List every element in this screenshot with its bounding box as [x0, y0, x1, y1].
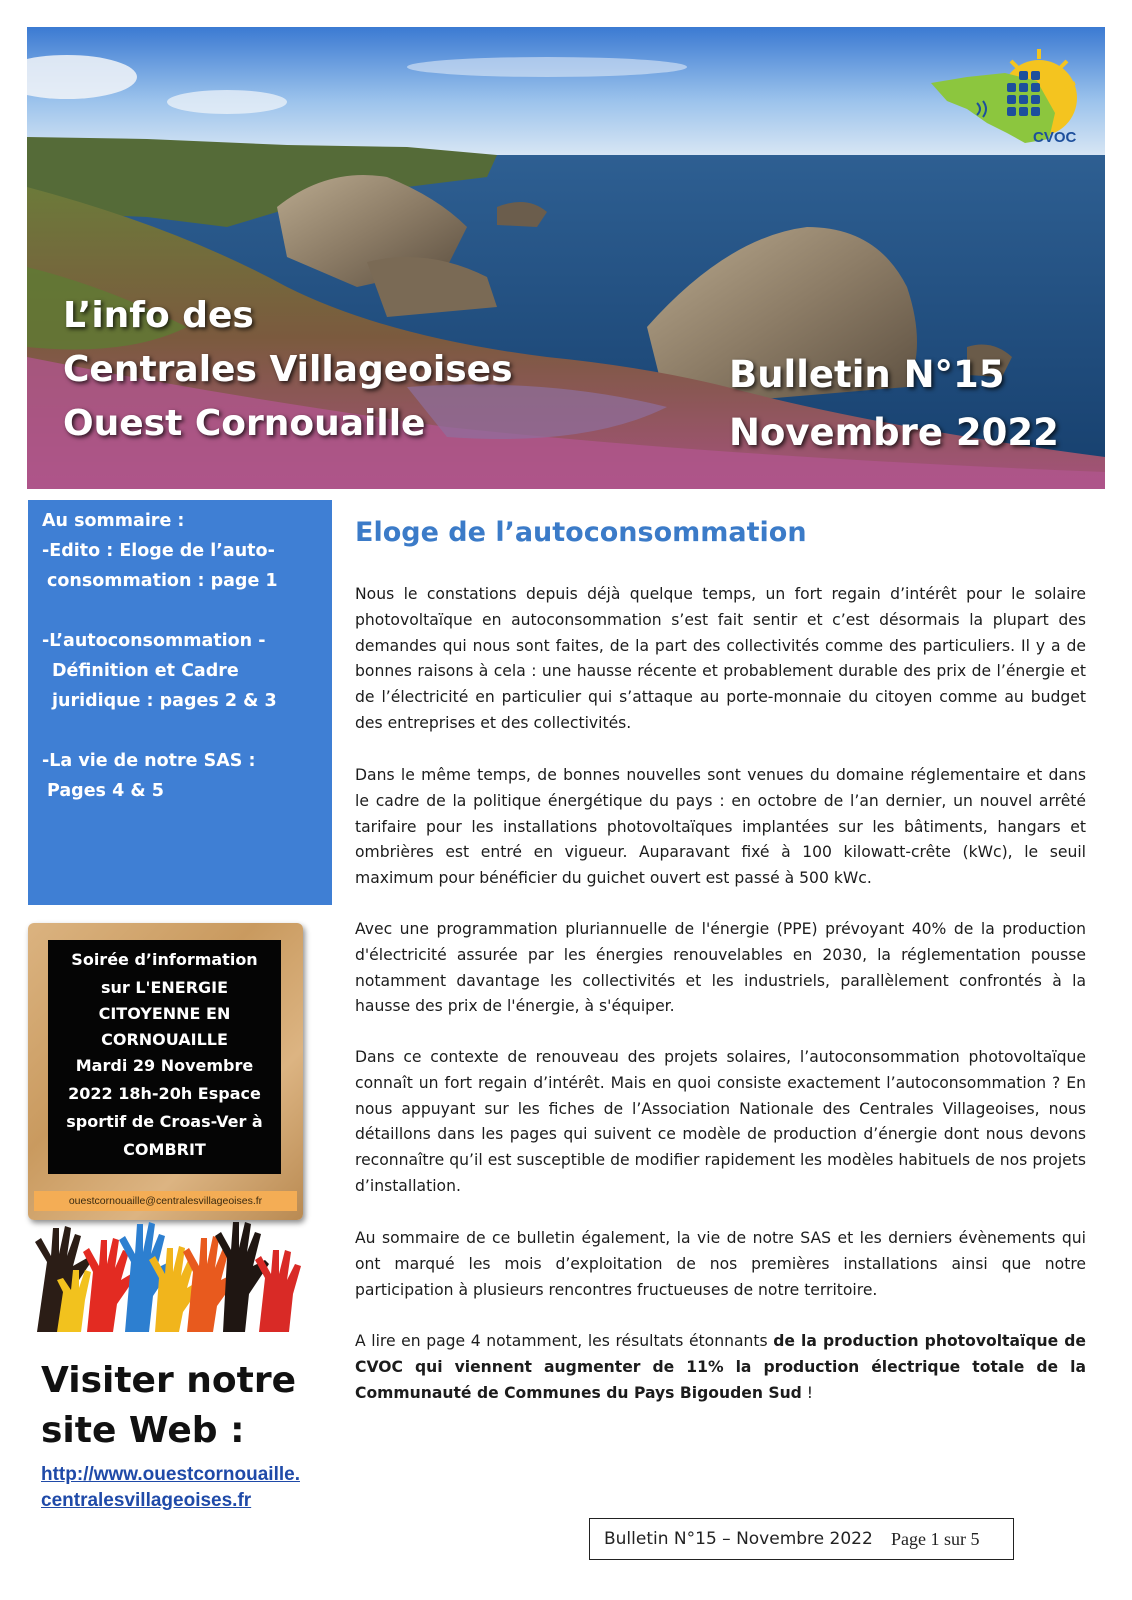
article-paragraph-highlight [355, 1329, 1086, 1406]
article-title: Eloge de l’autoconsommation [355, 517, 807, 548]
toc-line: Définition et Cadre [52, 661, 239, 681]
toc-line: consommation : page 1 [47, 571, 278, 591]
event-line: CITOYENNE EN [98, 1004, 231, 1023]
event-line: 2022 18h-20h Espace [68, 1084, 261, 1103]
event-chalkboard [28, 923, 303, 1220]
toc-heading: Au sommaire : [42, 511, 185, 531]
toc-line: Pages 4 & 5 [47, 781, 164, 801]
table-of-contents-box [28, 500, 332, 905]
visit-heading-line-1: Visiter notre [41, 1360, 296, 1401]
bulletin-date: Novembre 2022 [729, 411, 1059, 454]
website-link-continued[interactable]: centralesvillageoises.fr [41, 1490, 252, 1511]
footer-bulletin: Bulletin N°15 – Novembre 2022 [604, 1529, 873, 1549]
article-paragraph: Au sommaire de ce bulletin également, la vie de notre SAS et les derniers évènements qui ont marqué les mois d’exploitation de nos premières installations ainsi que notre participation à plusieurs rencontres fructueuses de notre territoire. [355, 1229, 1086, 1299]
event-line: Soirée d’information [71, 950, 258, 969]
visit-heading-line-2: site Web : [41, 1410, 245, 1451]
event-line: Mardi 29 Novembre [75, 1056, 254, 1075]
article-paragraph: Avec une programmation pluriannuelle de l'énergie (PPE) prévoyant 40% de la production d'électricité assurée par les énergies renouvelables en 2030, la réglementation pousse notamment davantage les collectivités et les industriels, parallèlement confrontés à la hausse des prix de l'énergie, à s'équiper. [355, 920, 1086, 1016]
event-email: ouestcornouaille@centralesvillageoises.fr [34, 1191, 297, 1211]
article-paragraph: Dans ce contexte de renouveau des projets solaires, l’autoconsommation photovoltaïque connaît un fort regain d’intérêt. Mais en quoi consiste exactement l’autoconsommation ? En nous appuyant sur les fiches de l’Association Nationale des Centrales Villageoises, nous détaillons dans les pages qui suivent ce modèle de production d’énergie dont nous devons reconnaître qu’il est susceptible de modifier rapidement les modèles habituels de nos projets d’installation. [355, 1048, 1086, 1195]
event-line: COMBRIT [123, 1140, 206, 1159]
highlight-lead: A lire en page 4 notamment, les résultats étonnants [355, 1332, 774, 1350]
event-line: CORNOUAILLE [101, 1030, 228, 1049]
raised-hands-illustration [27, 1222, 304, 1332]
banner-title-line-1: L’info des [63, 295, 254, 336]
event-line: sportif de Croas-Ver à [66, 1112, 263, 1131]
page-footer [589, 1518, 1014, 1560]
chalkboard-surface [48, 940, 281, 1174]
event-line: sur L'ENERGIE [100, 978, 229, 997]
banner-title-line-3: Ouest Cornouaille [63, 403, 426, 444]
article-paragraph: Dans le même temps, de bonnes nouvelles sont venues du domaine réglementaire et dans le cadre de la politique énergétique du pays : en octobre de l’an dernier, un nouvel arrêté tarifaire pour les installations photovoltaïques implantées sur les bâtiments, hangars et ombrières est entré en vigueur. Auparavant fixé à 100 kilowatt-crête (kWc), le seuil maximum pour bénéficier du guichet ouvert est passé à 500 kWc. [355, 766, 1086, 888]
bulletin-number: Bulletin N°15 [729, 353, 1005, 396]
logo-text: CVOC [1033, 129, 1077, 146]
toc-line: juridique : pages 2 & 3 [52, 691, 277, 711]
highlight-bold: de la production photovoltaïque de CVOC qui viennent augmenter de 11% la production électrique totale de la Communauté de Communes du Pays Bigouden Sud [355, 1332, 1087, 1402]
toc-line: -Edito : Eloge de l’auto- [42, 541, 275, 561]
footer-page-number: Page 1 sur 5 [891, 1529, 980, 1549]
toc-line: -La vie de notre SAS : [42, 751, 256, 771]
toc-line: -L’autoconsommation - [42, 631, 266, 651]
article-paragraph: Nous le constations depuis déjà quelque temps, un fort regain d’intérêt pour le solaire photovoltaïque en autoconsommation s’est fait sentir et c’est désormais la plupart des demandes qui nous sont faites, de la part des collectivités comme des particuliers. Il y a de bonnes raisons à cela : une hausse récente et probablement durable des prix de l’énergie et de l’électricité en particulier qui s’attaque au porte-monnaie du citoyen comme au budget des entreprises et des collectivités. [355, 585, 1086, 732]
cover-banner [27, 27, 1105, 489]
banner-title-line-2: Centrales Villageoises [63, 349, 513, 390]
website-link[interactable]: http://www.ouestcornouaille. [41, 1464, 300, 1485]
highlight-end: ! [801, 1383, 814, 1402]
cvoc-logo [927, 43, 1077, 151]
